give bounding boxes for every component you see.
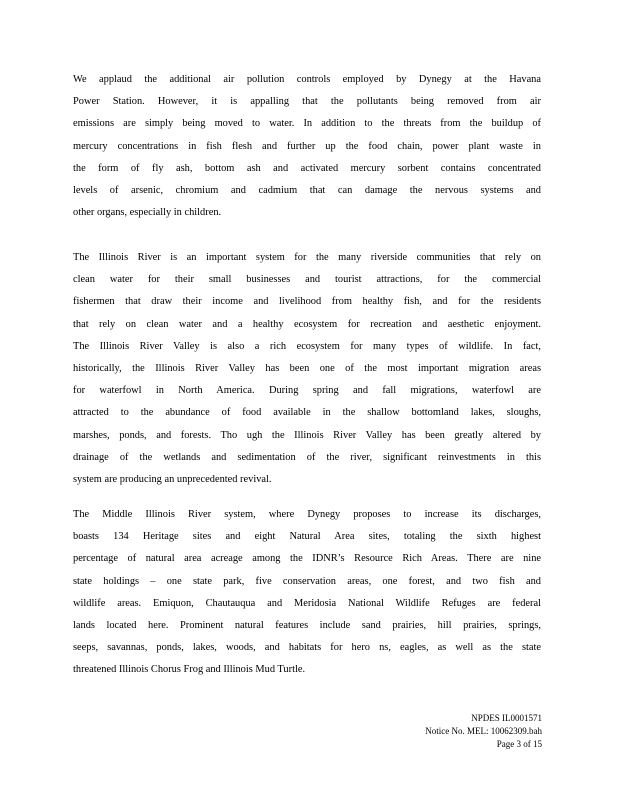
text-line: percentage of natural area acreage among the IDNR’s Resource Rich Areas. There are nine (73, 553, 541, 565)
text-line: Power Station. However, it is appalling that the pollutants being removed from air (73, 96, 541, 108)
text-line: attracted to the abundance of food available in the shallow bottomland lakes, sloughs, (73, 407, 541, 419)
text-line: state holdings – one state park, five conservation areas, one forest, and two fish and (73, 575, 541, 587)
text-line: The Illinois River is an important system for the many riverside communities that rely on (73, 252, 541, 263)
text-line: The Illinois River Valley is also a rich ecosystem for many types of wildlife. In fact, (73, 340, 541, 352)
text-line: lands located here. Prominent natural features include sand prairies, hill prairies, springs, (73, 620, 541, 631)
text-line: We applaud the additional air pollution controls employed by Dynegy at the Havana (73, 74, 541, 85)
text-line: clean water for their small businesses and tourist attractions, for the commercial (73, 274, 541, 286)
text-line: fishermen that draw their income and livelihood from healthy fish, and for the residents (73, 296, 541, 308)
text-line: wildlife areas. Emiquon, Chautauqua and Meridosia National Wildlife Refuges are federal (73, 597, 541, 609)
notice-number: Notice No. MEL: 10062309.bah (425, 726, 542, 736)
text-line: for waterfowl in North America. During spring and fall migrations, waterfowl are (73, 385, 541, 397)
text-line: historically, the Illinois River Valley has been one of the most important migration areas (73, 363, 541, 374)
text-line: the form of fly ash, bottom ash and activated mercury sorbent contains concentrated (73, 162, 541, 174)
permit-number: NPDES IL0001571 (471, 713, 542, 723)
text-line: mercury concentrations in fish flesh and further up the food chain, power plant waste in (73, 140, 541, 152)
text-line: boasts 134 Heritage sites and eight Natural Area sites, totaling the sixth highest (73, 531, 541, 543)
text-line: levels of arsenic, chromium and cadmium that can damage the nervous systems and (73, 185, 541, 196)
text-line: marshes, ponds, and forests. Tho ugh the Illinois River Valley has been greatly altered by (73, 429, 541, 441)
text-line: drainage of the wetlands and sedimentation of the river, significant reinvestments in this (73, 451, 541, 463)
page-number: Page 3 of 15 (496, 739, 542, 749)
text-line: that rely on clean water and a healthy ecosystem for recreation and aesthetic enjoyment. (73, 318, 541, 330)
text-line: The Middle Illinois River system, where Dynegy proposes to increase its discharges, (73, 509, 541, 520)
text-line: system are producing an unprecedented revival. (73, 474, 272, 485)
text-line: threatened Illinois Chorus Frog and Illinois Mud Turtle. (73, 664, 306, 676)
text-line: seeps, savannas, ponds, lakes, woods, and habitats for hero ns, eagles, as well as the state (73, 642, 541, 654)
text-line: other organs, especially in children. (73, 207, 222, 219)
text-line: emissions are simply being moved to water. In addition to the threats from the buildup of (73, 118, 541, 130)
